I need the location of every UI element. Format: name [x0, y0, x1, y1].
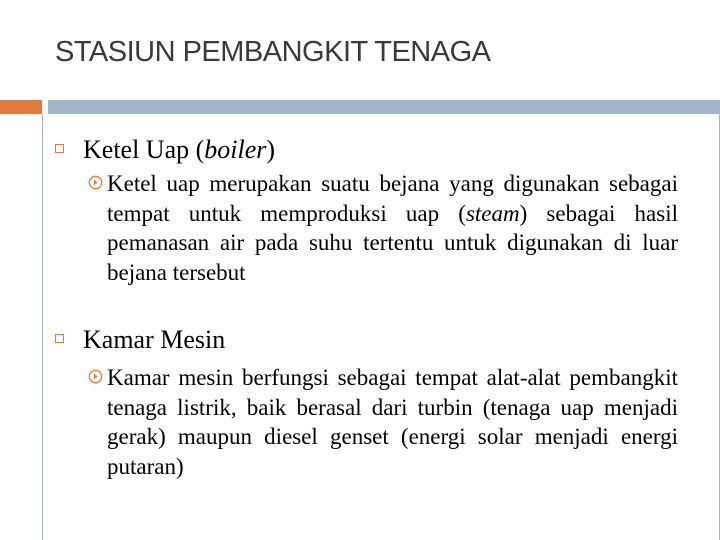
square-bullet-icon — [55, 334, 64, 343]
sub-bullet-ketel-uap — [88, 169, 678, 287]
bullet-heading: Ketel Uap (boiler) — [83, 135, 276, 164]
sub-bullet-kamar-mesin — [88, 363, 678, 481]
circle-arrow-bullet-icon — [88, 175, 103, 190]
frame-left-border — [42, 114, 43, 540]
accent-bar — [0, 100, 42, 114]
sub-bullet-text: Ketel uap merupakan suatu bejana yang digunakan sebagai tempat untuk memproduksi uap (steam) sebagai hasil pemanasan air pada suhu tertentu untuk digunakan di luar bejana tersebut — [107, 171, 678, 285]
slide-title: STASIUN PEMBANGKIT TENAGA — [55, 36, 491, 68]
circle-arrow-bullet-icon — [88, 369, 103, 384]
square-bullet-icon — [55, 144, 64, 153]
sub-bullet-text: Kamar mesin berfungsi sebagai tempat alat-alat pembangkit tenaga listrik, baik berasal dari turbin (tenaga uap menjadi gerak) maupun diesel genset (energi solar menjadi energi putaran) — [107, 365, 678, 479]
header-bar — [48, 100, 720, 114]
bullet-heading: Kamar Mesin — [83, 325, 226, 354]
